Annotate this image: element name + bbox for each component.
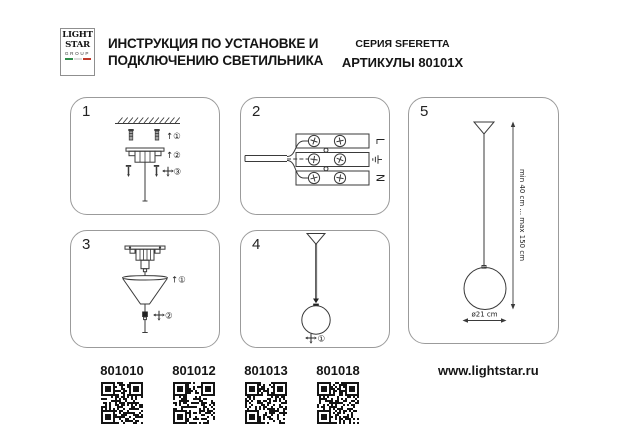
wall-anchor-icon [154, 129, 159, 140]
series-label: СЕРИЯ SFERETTA [355, 38, 450, 50]
step-marker-3: ③ [173, 167, 182, 178]
mounting-bracket [126, 148, 164, 162]
screwdriver-icon [162, 167, 174, 177]
article-code: 801018 [316, 363, 360, 378]
article-block [302, 363, 374, 429]
diagram-ceiling-mounting [71, 98, 219, 214]
step-marker-1: ↑① [166, 132, 181, 142]
earth-icon [373, 155, 382, 163]
diagram-dimensions [409, 98, 558, 343]
panel-number: 1 [82, 103, 91, 120]
qr-code [245, 382, 287, 424]
screw-icon [126, 165, 131, 177]
panel-number: 5 [420, 103, 429, 120]
page-title [108, 35, 323, 69]
wall-anchor-icon [128, 129, 133, 140]
diagram-pendant-assembly [241, 231, 389, 347]
articles-label: АРТИКУЛЫ 80101X [341, 55, 464, 70]
title-line-1: ИНСТРУКЦИЯ ПО УСТАНОВКЕ И [108, 36, 319, 51]
logo-text-group: GROUP [64, 51, 91, 56]
cord-grip [142, 312, 148, 320]
dimensions-panel [408, 97, 559, 344]
logo-text-star: STAR [65, 40, 90, 50]
step-marker-1: ↑① [171, 275, 186, 286]
power-cable [245, 141, 309, 178]
glass-sphere [464, 268, 506, 310]
canopy-icon [474, 122, 494, 134]
diameter-dimension-label: ø21 cm [471, 310, 498, 319]
logo-text-light: LIGHT [62, 30, 93, 40]
terminal-label-neutral: N [373, 173, 387, 183]
website-url: www.lightstar.ru [438, 363, 539, 378]
mounting-bracket [125, 246, 165, 272]
diagram-wiring-terminal [241, 98, 389, 214]
qr-code [173, 382, 215, 424]
article-code: 801013 [244, 363, 288, 378]
screwdriver-icon [153, 311, 165, 321]
screw-icon [154, 165, 159, 177]
italy-flag-icon [61, 58, 94, 60]
diagram-canopy-assembly [71, 231, 219, 347]
lightstar-logo [60, 28, 95, 76]
step-marker-2: ↑② [166, 151, 181, 161]
cone-canopy [123, 276, 168, 304]
article-code: 801010 [100, 363, 144, 378]
height-dimension-arrow [511, 122, 515, 310]
series-block [330, 38, 475, 70]
panel-number: 2 [252, 103, 261, 120]
panel-number: 3 [82, 236, 91, 253]
qr-code [101, 382, 143, 424]
step-marker-2: ② [165, 311, 173, 322]
step-marker-1: ① [317, 334, 326, 345]
panel-number: 4 [252, 236, 261, 253]
qr-code [317, 382, 359, 424]
terminal-label-line: L [373, 137, 387, 145]
ceiling-hatch-icon [115, 118, 180, 124]
diameter-dimension-arrow [463, 318, 507, 323]
article-block [230, 363, 302, 429]
step-panel-1 [70, 97, 220, 215]
title-line-2: ПОДКЛЮЧЕНИЮ СВЕТИЛЬНИКА [108, 53, 324, 68]
glass-sphere [302, 306, 330, 334]
article-block [86, 363, 158, 429]
article-block [158, 363, 230, 429]
step-panel-2 [240, 97, 390, 215]
step-panel-4 [240, 230, 390, 348]
article-code: 801012 [172, 363, 216, 378]
height-dimension-label: min 40 cm ... max 150 cm [518, 168, 526, 262]
canopy-icon [307, 234, 325, 245]
screwdriver-icon [305, 334, 317, 344]
step-panel-3 [70, 230, 220, 348]
